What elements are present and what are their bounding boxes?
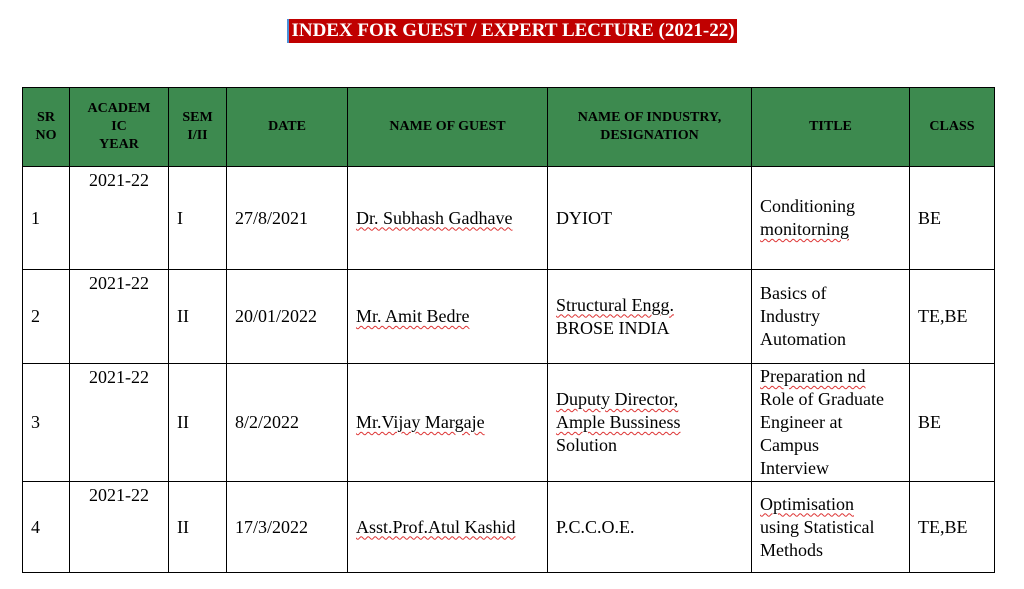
cell-sem: II xyxy=(169,270,227,364)
header-guest: NAME OF GUEST xyxy=(348,88,548,167)
header-sr-no: SR NO xyxy=(23,88,70,167)
document-title: INDEX FOR GUEST / EXPERT LECTURE (2021-22) xyxy=(287,19,736,43)
cell-sem: I xyxy=(169,167,227,270)
cell-guest: Asst.Prof.Atul Kashid xyxy=(348,482,548,573)
cell-class: BE xyxy=(910,167,995,270)
cell-class: TE,BE xyxy=(910,482,995,573)
cell-date: 17/3/2022 xyxy=(227,482,348,573)
table-row xyxy=(23,482,995,573)
cell-guest: Dr. Subhash Gadhave xyxy=(348,167,548,270)
table-header-row xyxy=(23,88,995,167)
cell-sem: II xyxy=(169,364,227,482)
header-sem: SEM I/II xyxy=(169,88,227,167)
cell-academic-year: 2021-22 xyxy=(70,482,169,573)
cell-title: Basics of Industry Automation xyxy=(752,270,910,364)
cell-sr-no: 2 xyxy=(23,270,70,364)
header-title: TITLE xyxy=(752,88,910,167)
table-row xyxy=(23,364,995,482)
header-industry: NAME OF INDUSTRY, DESIGNATION xyxy=(548,88,752,167)
header-date: DATE xyxy=(227,88,348,167)
table-row xyxy=(23,167,995,270)
cell-industry: P.C.C.O.E. xyxy=(548,482,752,573)
cell-class: BE xyxy=(910,364,995,482)
cell-sem: II xyxy=(169,482,227,573)
cell-guest: Mr.Vijay Margaje xyxy=(348,364,548,482)
cell-sr-no: 1 xyxy=(23,167,70,270)
cell-academic-year: 2021-22 xyxy=(70,167,169,270)
cell-date: 27/8/2021 xyxy=(227,167,348,270)
cell-guest: Mr. Amit Bedre xyxy=(348,270,548,364)
cell-industry: DYIOT xyxy=(548,167,752,270)
cell-industry: Duputy Director, Ample Bussiness Solution xyxy=(548,364,752,482)
header-academic-year: ACADEM IC YEAR xyxy=(70,88,169,167)
cell-title: Optimisation using Statistical Methods xyxy=(752,482,910,573)
cell-sr-no: 3 xyxy=(23,364,70,482)
cell-academic-year: 2021-22 xyxy=(70,270,169,364)
cell-title: Preparation nd Role of Graduate Engineer at Campus Interview xyxy=(752,364,910,482)
cell-academic-year: 2021-22 xyxy=(70,364,169,482)
lecture-index-table xyxy=(22,87,995,573)
cell-industry: Structural Engg. BROSE INDIA xyxy=(548,270,752,364)
cell-date: 20/01/2022 xyxy=(227,270,348,364)
cell-class: TE,BE xyxy=(910,270,995,364)
table-row xyxy=(23,270,995,364)
cell-title: Conditioning monitorning xyxy=(752,167,910,270)
header-class: CLASS xyxy=(910,88,995,167)
cell-sr-no: 4 xyxy=(23,482,70,573)
cell-date: 8/2/2022 xyxy=(227,364,348,482)
document-header xyxy=(0,19,1024,43)
